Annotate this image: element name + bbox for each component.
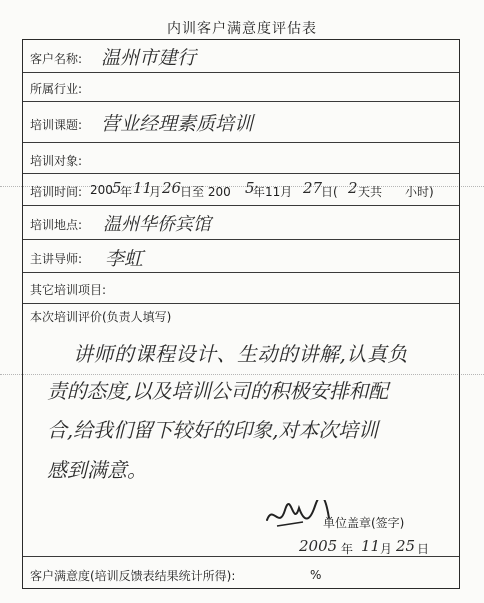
other-items-label: 其它培训项目: bbox=[30, 283, 107, 297]
time-text-2: 月 bbox=[149, 185, 162, 199]
eval-date-month-text: 月 bbox=[380, 542, 393, 556]
seal-text: 单位盖章(签字) bbox=[323, 516, 405, 530]
row-evaluation bbox=[23, 304, 459, 557]
row-location bbox=[23, 206, 459, 240]
client-name-label: 客户名称: bbox=[30, 52, 83, 66]
eval-date-year-text: 年 bbox=[341, 542, 354, 556]
evaluation-comment-line: 责的态度,以及培训公司的积极安排和配 bbox=[47, 379, 388, 403]
training-time-label: 培训时间: bbox=[30, 185, 83, 199]
row-course-topic bbox=[23, 102, 459, 143]
time-text-1: 年 bbox=[120, 185, 133, 199]
evaluation-form bbox=[22, 39, 460, 589]
location-label: 培训地点: bbox=[30, 218, 83, 232]
time-day-2: 27 bbox=[303, 179, 323, 197]
course-topic-value: 营业经理素质培训 bbox=[101, 113, 254, 135]
evaluation-comment-line: 讲师的课程设计、生动的讲解,认真负 bbox=[73, 342, 408, 366]
time-text-3: 日至 200 bbox=[180, 185, 231, 199]
row-trainer bbox=[23, 240, 459, 273]
industry-label: 所属行业: bbox=[30, 82, 83, 96]
eval-date-month: 11 bbox=[361, 537, 381, 555]
time-days: 2 bbox=[348, 179, 358, 197]
eval-date-day-text: 日 bbox=[417, 542, 430, 556]
evaluation-comment-line: 感到满意。 bbox=[47, 458, 147, 482]
trainer-label: 主讲导师: bbox=[30, 252, 83, 266]
time-year-digit-2: 5 bbox=[245, 179, 255, 197]
time-text-6: 天共 bbox=[358, 185, 383, 199]
time-text-7: 小时) bbox=[405, 185, 434, 199]
time-text-4: 年11月 bbox=[253, 185, 293, 199]
time-text-5: 日( bbox=[321, 185, 338, 199]
row-industry bbox=[23, 73, 459, 102]
time-year-prefix-1: 200 bbox=[90, 183, 113, 197]
form-title: 内训客户满意度评估表 bbox=[167, 21, 317, 37]
course-topic-label: 培训课题: bbox=[30, 118, 83, 132]
row-training-time bbox=[23, 174, 459, 206]
time-year-digit-1: 5 bbox=[112, 179, 122, 197]
row-satisfaction bbox=[23, 557, 459, 588]
time-month-1: 11 bbox=[133, 179, 153, 197]
location-value: 温州华侨宾馆 bbox=[103, 214, 211, 235]
row-other-items bbox=[23, 273, 459, 304]
client-name-value: 温州市建行 bbox=[101, 47, 197, 69]
eval-date-day: 25 bbox=[396, 537, 416, 555]
trainer-value: 李虹 bbox=[105, 248, 144, 270]
satisfaction-unit: % bbox=[310, 568, 322, 582]
row-audience bbox=[23, 143, 459, 174]
audience-label: 培训对象: bbox=[30, 154, 83, 168]
evaluation-comment-line: 合,给我们留下较好的印象,对本次培训 bbox=[47, 418, 378, 442]
row-client-name bbox=[23, 40, 459, 73]
evaluation-label: 本次培训评价(负责人填写) bbox=[30, 310, 172, 324]
eval-date-year: 2005 bbox=[299, 537, 338, 555]
satisfaction-label: 客户满意度(培训反馈表结果统计所得): bbox=[30, 569, 236, 583]
time-day-1: 26 bbox=[162, 179, 182, 197]
